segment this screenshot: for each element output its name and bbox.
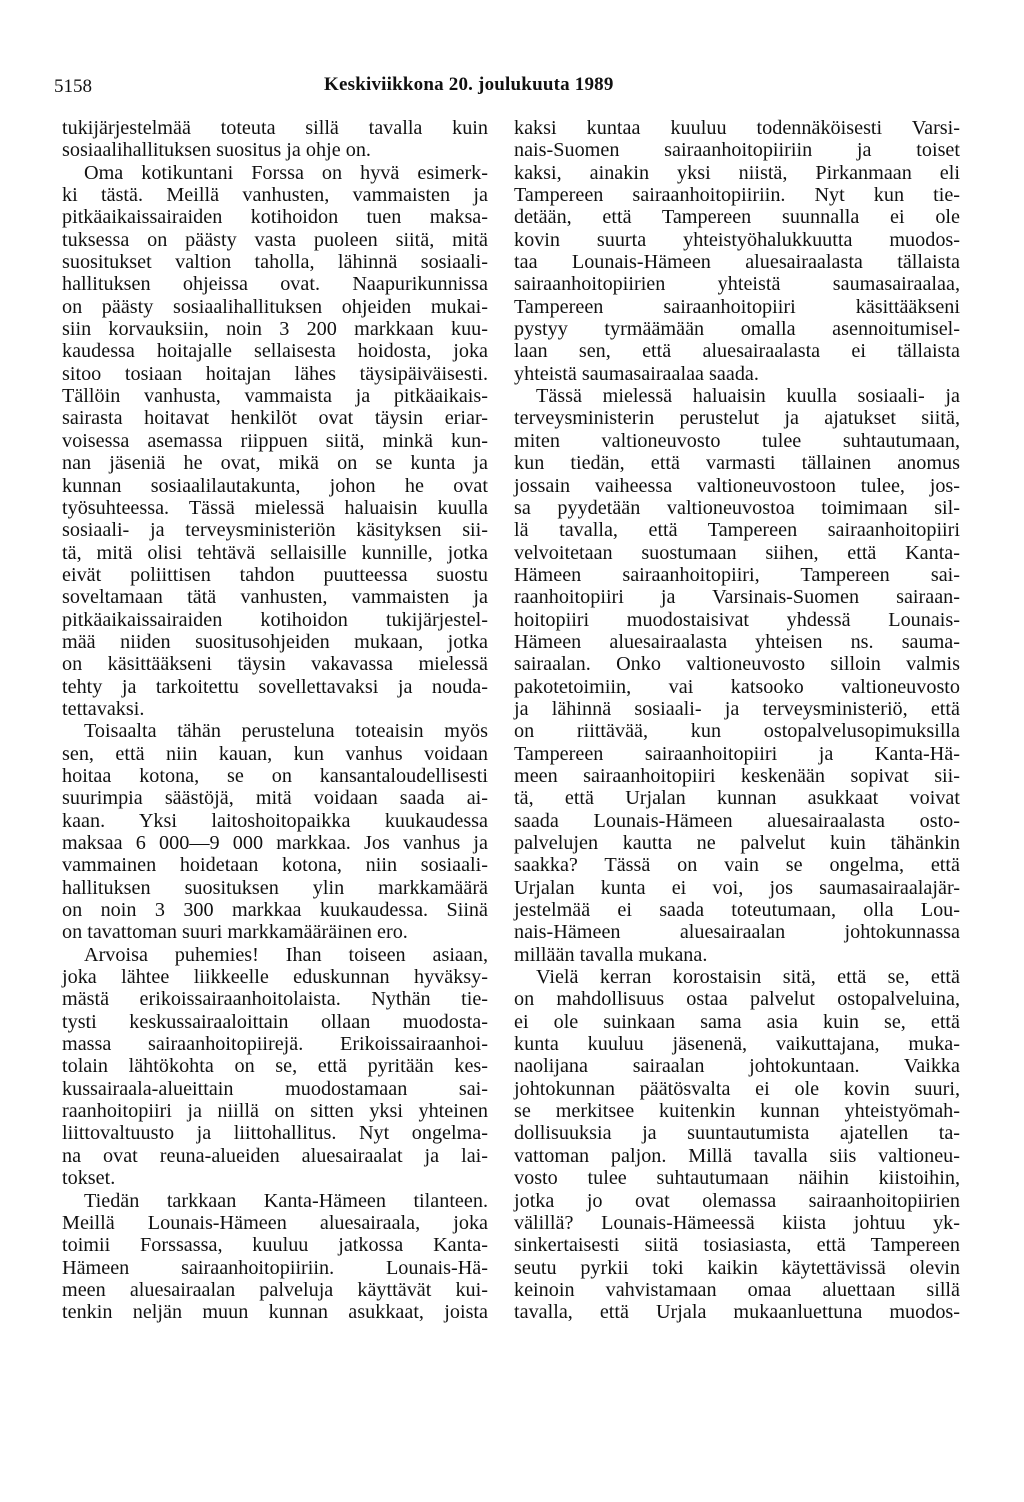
text-line: taa Lounais-Hämeen aluesairaalasta tällaista (514, 251, 960, 274)
text-line: tä, että Urjalan kunnan asukkaat voivat (514, 787, 960, 810)
text-line: palvelujen kautta ne palvelut kuin tähänkin (514, 832, 960, 854)
text-line: Tampereen sairaanhoitopiiri ja Kanta-Hä- (514, 742, 960, 765)
text-line: liittovaltuusto ja liittohallitus. Nyt ongelma- (62, 1122, 488, 1145)
text-line: kaksi, ainakin yksi niistä, Pirkanmaan eli (514, 161, 960, 184)
text-line: tavalla, että Urjala mukaanluettuna muodos- (514, 1301, 960, 1324)
text-line: tuksessa on päästy vasta puoleen siitä, mitä (62, 228, 488, 251)
text-line: jossain vaiheessa valtioneuvostoon tulee, jos- (514, 474, 960, 497)
text-line: vosto tulee suhtautumaan näihin kiistoihin, (514, 1167, 960, 1190)
text-line: tokset. (62, 1167, 116, 1190)
text-line: tenkin neljän muun kunnan asukkaat, joista (62, 1301, 488, 1324)
text-line: na ovat reuna-alueiden aluesairaalat ja lai- (62, 1144, 488, 1167)
text-line: Urjalan kunta ei voi, jos saumasairaalajär- (514, 876, 960, 899)
text-line: on riittävää, kun ostopalvelusopimuksilla (514, 720, 960, 743)
text-line: siin korvauksiin, noin 3 200 markkaan kuu- (62, 318, 488, 341)
text-line: vattoman paljon. Millä tavalla siis valtioneu- (514, 1144, 960, 1167)
text-line: keinoin vahvistamaan omaa aluettaan sillä (514, 1278, 960, 1301)
text-line: Meillä Lounais-Hämeen aluesairaala, joka (62, 1211, 488, 1234)
text-line: jotka jo ovat olemassa sairaanhoitopiirien (514, 1189, 960, 1212)
text-line: hallituksen suosituksen ylin markkamäärä (62, 876, 488, 899)
text-line: sairaanhoitopiirien yhteistä saumasairaalaa, (514, 273, 960, 296)
text-line: pystyy tyrmäämään omalla asennoitumisel- (514, 318, 960, 341)
text-line: kaksi kuntaa kuuluu todennäköisesti Varsi- (514, 117, 960, 139)
text-line: naolijana sairaalan johtokuntaan. Vaikka (514, 1055, 960, 1078)
text-line: pitkäaikaissairaiden kotihoidon tuen maksa- (62, 206, 488, 229)
text-line: tysti keskussairaaloittain ollaan muodosta- (62, 1010, 488, 1033)
text-line: on päästy sosiaalihallituksen ohjeiden mukai- (62, 295, 488, 318)
text-line: Tiedän tarkkaan Kanta-Hämeen tilanteen. (84, 1189, 488, 1212)
text-line: on noin 3 300 markkaa kuukaudessa. Siinä (62, 899, 488, 922)
text-line: meen sairaanhoitopiiri keskenään sopivat sii- (514, 764, 960, 787)
text-line: miten valtioneuvosto tulee suhtautumaan, (514, 429, 960, 452)
text-line: kovin suurta yhteistyöhalukkuutta muodos- (514, 228, 960, 251)
text-line: ei ole suinkaan sama asia kuin se, että (514, 1010, 960, 1033)
text-line: ja lähinnä sosiaali- ja terveysministeriö, että (514, 697, 960, 720)
text-line: Hämeen sairaanhoitopiiriin. Lounais-Hä- (62, 1256, 488, 1279)
text-line: voisessa asemassa riippuen siitä, minkä kun- (62, 429, 488, 452)
text-line: lä tavalla, että Tampereen sairaanhoitopiiri (514, 519, 960, 542)
text-line: sa pyydetään valtioneuvostoa toimimaan sil- (514, 496, 960, 519)
text-line: johtokunnan päätösvalta ei ole kovin suuri, (514, 1077, 960, 1100)
left-text-column (62, 117, 488, 1324)
text-line: Tampereen sairaanhoitopiiriin. Nyt kun tie- (514, 184, 960, 207)
text-line: kussairaala-alueittain muodostamaan sai- (62, 1077, 488, 1100)
text-line: tettavaksi. (62, 697, 145, 720)
text-line: joka lähtee liikkeelle eduskunnan hyväksy- (62, 966, 488, 989)
text-line: mää niiden suositusohjeiden mukaan, jotka (62, 630, 488, 653)
text-line: tukijärjestelmää toteuta sillä tavalla kuin (62, 117, 488, 139)
text-line: sosiaali- ja terveysministeriön käsityksen sii- (62, 519, 488, 542)
text-line: saada Lounais-Hämeen aluesairaalasta osto- (514, 809, 960, 832)
text-line: kun tiedän, että varmasti tällainen anomus (514, 452, 960, 475)
text-line: maksaa 6 000—9 000 markkaa. Jos vanhus ja (62, 832, 488, 854)
text-line: mästä erikoissairaanhoitolaista. Nythän tie- (62, 988, 488, 1011)
text-line: Hämeen aluesairaalasta yhteisen ns. sauma- (514, 630, 960, 653)
text-line: jestelmää ei saada toteutumaan, olla Lou- (514, 899, 960, 922)
text-line: kunnan sosiaalilautakunta, johon he ovat (62, 474, 488, 497)
text-line: nais-Hämeen aluesairaalan johtokunnassa (514, 921, 960, 944)
text-line: hoitopiiri muodostaisivat yhdessä Lounais- (514, 608, 960, 631)
text-line: on tavattoman suuri markkamääräinen ero. (62, 921, 408, 944)
right-text-column (514, 117, 960, 1324)
text-line: velvoitetaan suostumaan siihen, että Kanta- (514, 541, 960, 564)
text-line: sosiaalihallituksen suositus ja ohje on. (62, 139, 371, 162)
text-line: terveysministerin perustelut ja ajatukset siitä, (514, 407, 960, 430)
text-line: hallituksen ohjeissa ovat. Naapurikunnissa (62, 273, 488, 296)
text-line: on käsittääkseni täysin vakavassa mielessä (62, 653, 488, 676)
text-line: dollisuuksia ja suuntautumista ajatellen ta- (514, 1122, 960, 1145)
text-line: nais-Suomen sairaanhoitopiiriin ja toiset (514, 139, 960, 162)
text-line: sinkertaisesti siitä tosiasiasta, että Tampereen (514, 1234, 960, 1257)
text-line: yhteistä saumasairaalaa saada. (514, 362, 759, 385)
text-line: Oma kotikuntani Forssa on hyvä esimerk- (84, 161, 488, 184)
text-line: sitoo tosiaan hoitajan lähes täysipäiväisesti. (62, 362, 488, 385)
text-line: raanhoitopiiri ja niillä on sitten yksi yhteinen (62, 1100, 488, 1123)
text-line: tehty ja tarkoitettu sovellettavaksi ja nouda- (62, 675, 488, 698)
text-line: Toisaalta tähän perusteluna toteaisin myös (84, 720, 488, 743)
page-header (0, 72, 1024, 102)
text-line: sen, että niin kauan, kun vanhus voidaan (62, 742, 488, 765)
text-line: Tampereen sairaanhoitopiiri käsittääkseni (514, 295, 960, 318)
text-line: työsuhteessa. Tässä mielessä haluaisin kuulla (62, 496, 488, 519)
text-line: Arvoisa puhemies! Ihan toiseen asiaan, (84, 943, 488, 966)
text-line: Tällöin vanhusta, vammaista ja pitkäaikais- (62, 385, 488, 408)
page-number: 5158 (54, 76, 92, 97)
text-line: soveltamaan tätä vanhusten, vammaisten ja (62, 586, 488, 609)
text-line: kunta kuuluu jäsenenä, vaikuttajana, muka- (514, 1033, 960, 1056)
text-line: on mahdollisuus ostaa palvelut ostopalveluina, (514, 988, 960, 1011)
text-line: toimii Forssassa, kuuluu jatkossa Kanta- (62, 1234, 488, 1257)
text-line: hoitaa kotona, se on kansantaloudellisesti (62, 764, 488, 787)
text-line: se merkitsee kuitenkin kunnan yhteistyömah- (514, 1100, 960, 1123)
text-line: millään tavalla mukana. (514, 943, 708, 966)
text-line: massa sairaanhoitopiirejä. Erikoissairaanhoi- (62, 1033, 488, 1056)
text-line: kaan. Yksi laitoshoitopaikka kuukaudessa (62, 809, 488, 832)
text-line: detään, että Tampereen suunnalla ei ole (514, 206, 960, 229)
text-line: meen aluesairaalan palveluja käyttävät kui- (62, 1278, 488, 1301)
text-line: Vielä kerran korostaisin sitä, että se, että (536, 966, 960, 989)
text-line: tä, mitä olisi tehtävä sellaisille kunnille, jotka (62, 541, 488, 564)
text-line: seutu pyrkii toki kaikin käytettävissä olevin (514, 1256, 960, 1279)
text-line: laan sen, että aluesairaalasta ei tällaista (514, 340, 960, 363)
text-line: sairaalan. Onko valtioneuvosto silloin valmis (514, 653, 960, 676)
text-line: saakka? Tässä on vain se ongelma, että (514, 854, 960, 877)
text-line: Hämeen sairaanhoitopiiri, Tampereen sai- (514, 563, 960, 586)
running-head: Keskiviikkona 20. joulukuuta 1989 (324, 74, 614, 95)
text-line: sairasta hoitavat henkilöt ovat täysin eriar- (62, 407, 488, 430)
text-line: vammainen hoidetaan kotona, niin sosiaali- (62, 854, 488, 877)
text-line: kaudessa hoitajalle sellaisesta hoidosta, joka (62, 340, 488, 363)
text-line: raanhoitopiiri ja Varsinais-Suomen sairaan- (514, 586, 960, 609)
text-line: Tässä mielessä haluaisin kuulla sosiaali- ja (536, 385, 960, 408)
text-line: pakotetoimiin, vai katsooko valtioneuvosto (514, 675, 960, 698)
text-line: suositukset valtion taholla, lähinnä sosiaali- (62, 251, 488, 274)
text-line: nan jäseniä he ovat, mikä on se kunta ja (62, 452, 488, 475)
text-line: pitkäaikaissairaiden kotihoidon tukijärjestel- (62, 608, 488, 631)
text-line: tolain lähtökohta on se, että pyritään kes- (62, 1055, 488, 1078)
text-line: suurimpia säästöjä, mitä voidaan saada ai- (62, 787, 488, 810)
text-line: eivät poliittisen tahdon puutteessa suostu (62, 563, 488, 586)
text-line: ki tästä. Meillä vanhusten, vammaisten ja (62, 184, 488, 207)
text-line: välillä? Lounais-Hämeessä kiista johtuu yk- (514, 1211, 960, 1234)
